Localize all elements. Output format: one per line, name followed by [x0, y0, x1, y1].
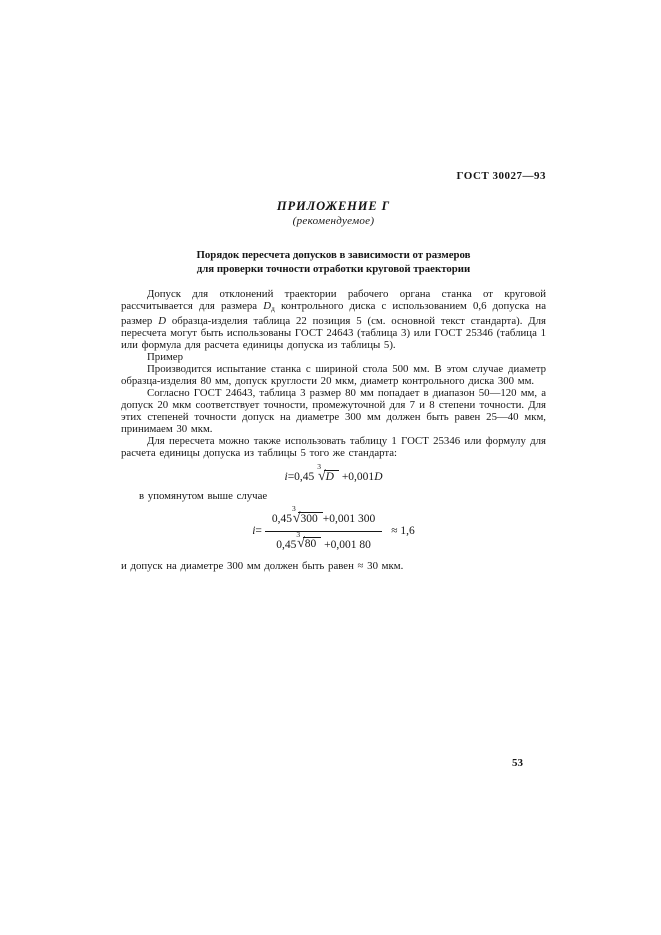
denominator-tail: +0,001 80	[321, 538, 371, 551]
example-label: Пример	[147, 351, 183, 363]
formula-unit-tolerance	[121, 462, 546, 485]
denominator-coefficient: 0,45	[276, 538, 297, 551]
section-title	[121, 248, 546, 276]
fraction-numerator	[265, 503, 382, 532]
formula-lhs: i	[284, 470, 288, 483]
radicand: D	[324, 470, 339, 483]
paragraph-gost-25346-intro: Для пересчета можно также использовать таблицу 1 ГОСТ 25346 или формулу для расчета единицы допуска из таблицы 5 того же стандарта:	[121, 435, 546, 459]
paragraph-tolerance-rule	[121, 288, 546, 351]
appendix-note: (рекомендуемое)	[292, 215, 375, 227]
radicand: 80	[303, 537, 322, 550]
paragraph-text: контрольного диска с использованием 0,6 допуска на размер	[121, 300, 546, 327]
radical-sign: √	[297, 536, 305, 552]
paragraph-text: образца-изделия таблица 22 позиция 5 (см. основной текст стандарта). Для пересчета могут быть использованы ГОСТ 24643 (таблица 3) или ГОСТ 25346 (таблица 1 или формула для расчета единицы допуска из таблицы 5).	[121, 315, 547, 351]
standard-code-header: ГОСТ 30027—93	[456, 170, 546, 182]
radical-sign: √	[292, 510, 301, 526]
formula-ratio	[121, 503, 546, 554]
equals-sign: =	[255, 524, 262, 537]
radical-sign: √	[317, 468, 326, 484]
radicand: 300	[298, 512, 322, 525]
section-title-line1: Порядок пересчета допусков в зависимости от размеров	[196, 249, 471, 261]
numerator-coefficient: 0,45	[271, 512, 293, 525]
root-index: 3	[292, 503, 296, 513]
formula-lhs: i	[252, 524, 256, 537]
appendix-label: ПРИЛОЖЕНИЕ Г	[276, 199, 391, 213]
cube-root	[296, 529, 321, 552]
variable-D-disk-subscript: д	[271, 304, 275, 313]
root-index: 3	[317, 462, 321, 471]
paragraph-example-setup: Производится испытание станка с шириной стола 500 мм. В этом случае диаметр образца-изделия 80 мм, допуск круглости 20 мкм, диаметр контрольного диска 300 мм.	[121, 363, 546, 387]
cube-root	[292, 503, 323, 526]
text-column	[121, 170, 546, 572]
cube-root	[317, 462, 339, 484]
section-title-line2: для проверки точности отработки круговой траектории	[196, 263, 471, 275]
root-index: 3	[296, 529, 301, 539]
fraction	[265, 503, 382, 554]
formula-coefficient: =0,45	[287, 470, 318, 483]
page-number: 53	[512, 757, 523, 769]
formula-tail-variable: D	[374, 470, 383, 483]
numerator-tail: +0,001 300	[322, 512, 376, 525]
variable-D-specimen: D	[158, 315, 167, 327]
paragraph-case-intro: в упомянутом выше случае	[139, 489, 268, 502]
fraction-denominator	[265, 529, 382, 554]
variable-D-disk: D	[263, 300, 271, 312]
paragraph-conclusion: и допуск на диаметре 300 мм должен быть равен ≈ 30 мкм.	[121, 560, 404, 573]
formula-tail: +0,001	[338, 470, 375, 483]
formula-result: ≈ 1,6	[391, 524, 415, 537]
paragraph-gost-24643-calc: Согласно ГОСТ 24643, таблица 3 размер 80 мм попадает в диапазон 50—120 мм, а допуск 20 мкм соответствует точности, промежуточной для 7 и 8 степени точности. Для этих степеней точности допуск на диаметре 300 мм должен быть равен 25—40 мкм, принимаем 30 мкм.	[121, 387, 546, 435]
paragraph-text: Допуск для отклонений траектории рабочего органа станка от круговой рассчитывается для размера	[121, 288, 546, 312]
